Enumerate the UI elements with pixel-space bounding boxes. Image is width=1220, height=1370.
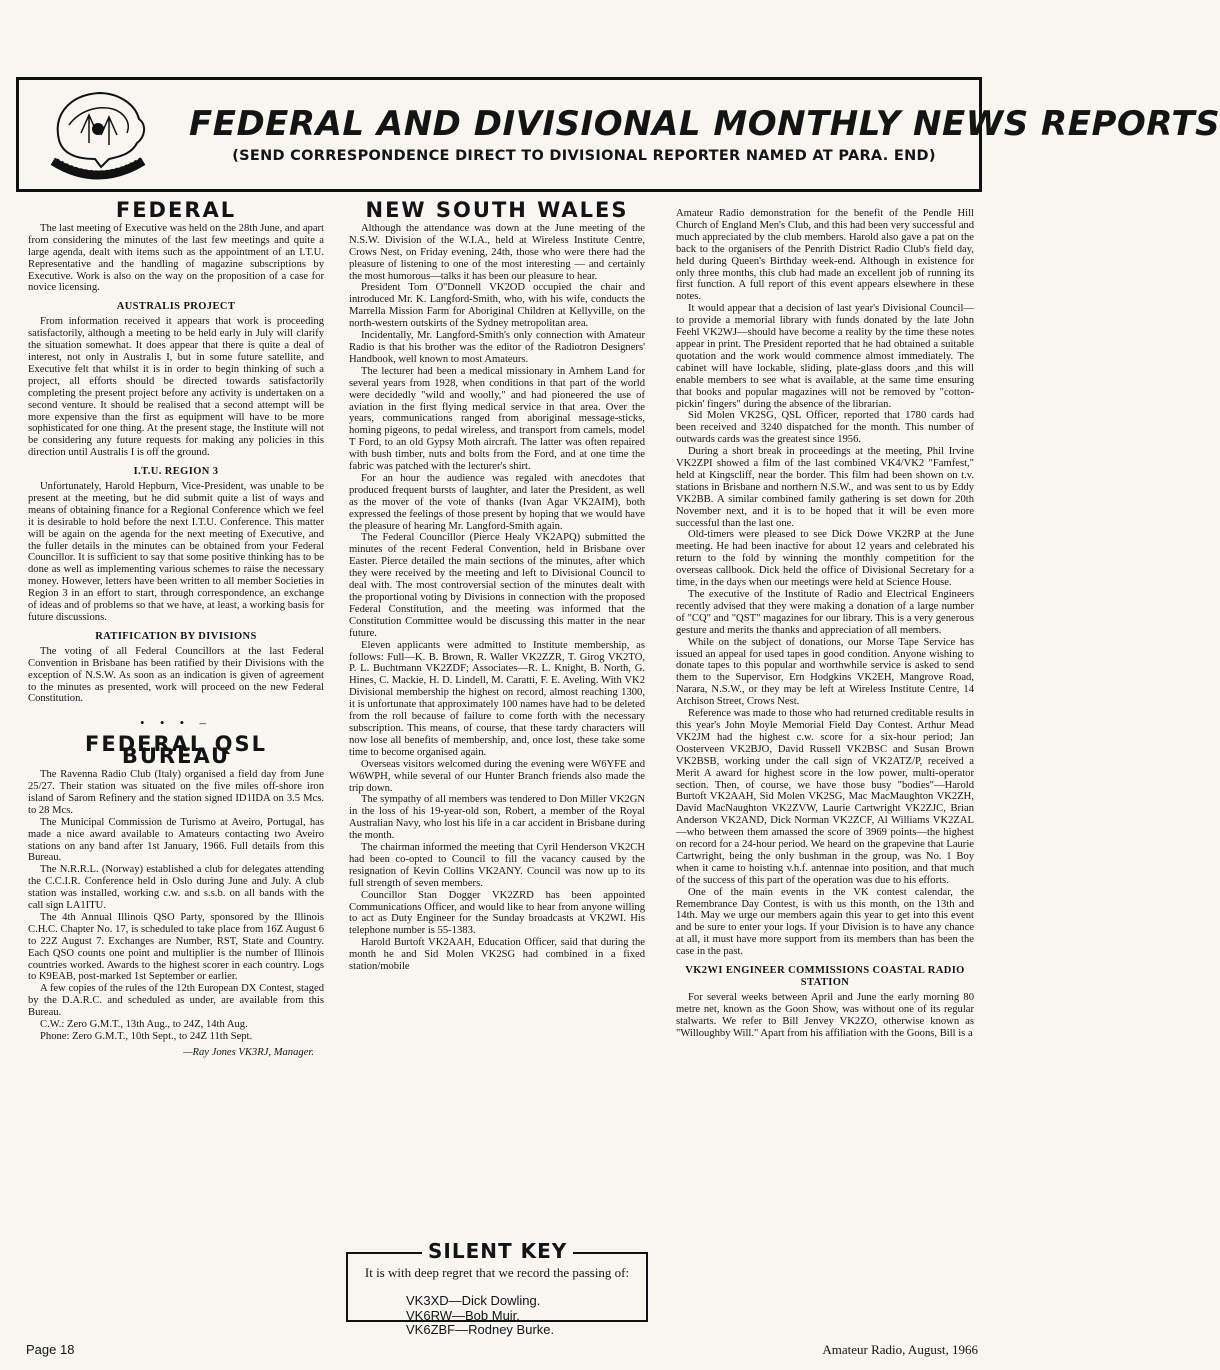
paragraph: A few copies of the rules of the 12th European DX Contest, staged by the D.A.R.C. and scheduled as under, are available from this Bureau. — [28, 983, 324, 1019]
paragraph: Incidentally, Mr. Langford-Smith's only connection with Amateur Radio is that his brother was the editor of the Radiotron Designers' Handbook, well known to most Amateurs. — [349, 330, 645, 365]
paragraph: Old-timers were pleased to see Dick Dowe VK2RP at the June meeting. He had been inactive for about 12 years and celebrated his return to the fold by winning the monthly competition for the overseas callbook. Dick held the office of Divisional Secretary for a time, in the days when our meetings were held at Science House. — [676, 529, 974, 589]
subheading-ratification: RATIFICATION BY DIVISIONS — [95, 630, 257, 642]
paragraph: President Tom O''Donnell VK2OD occupied the chair and introduced Mr. K. Langford-Smith, who, with his wife, conducts the Marrella Mission Farm for Aboriginal Children at Kellyville, on the north-western outskirts of the Sydney metropolitan area. — [349, 282, 645, 330]
paragraph: Eleven applicants were admitted to Institute membership, as follows: Full—K. B. Brown, R. Waller VK2ZZR, T. Girog VK2TO, P. L. Buchtmann VK2ZDF; Associates—R. L. Knight, B. North, G. Hines, C. Mackie, H. D. Lindell, M. Caratti, F. E. Aveling. With VK2 Divisional membership the highest on record, almost reaching 1300, it is unfortunate that approximately 100 names have had to be deleted from the roll because of failure to come forth with the necessary subscription. This means, of course, that these tardy characters will now lose all benefits of membership, and, once lost, these take some time to become organised again. — [349, 639, 645, 758]
paragraph: Although the attendance was down at the June meeting of the N.S.W. Division of the W.I.A., held at Wireless Institute Centre, Crows Nest, on Friday evening, 24th, those who were there had the pleasure of listening to one of the most interesting — and certainly the most humorous—talks it has been our pleasure to hear. — [349, 222, 645, 282]
silent-key-box — [346, 1239, 648, 1337]
paragraph: One of the main events in the VK contest calendar, the Remembrance Day Contest, is with us this month, on the 13th and 14th. May we urge our members again this year to get into this event and be sure to enter your logs. If your Division is to have any chance at all, it must have more support from its members than has been the case in the past. — [676, 886, 974, 958]
paragraph: C.W.: Zero G.M.T., 13th Aug., to 24Z, 14th Aug. — [40, 1019, 248, 1031]
section-title-federal: FEDERAL — [115, 198, 237, 222]
paragraph: The voting of all Federal Councillors at the last Federal Convention in Brisbane has been ratified by their Divisions with the exception of N.S.W. As soon as an indication is given of agreement to the minutes as presented, work will proceed on the new Federal Constitution. — [28, 645, 324, 705]
paragraph: The executive of the Institute of Radio and Electrical Engineers recently advised that they were making a donation of a large number of "CQ" and "QST" magazines for our library. This is a very generous gesture and merits the thanks and appreciation of all members. — [676, 589, 974, 636]
silent-key-title: SILENT KEY — [422, 1239, 573, 1263]
paragraph: It would appear that a decision of last year's Divisional Council—to provide a memorial library with funds donated by the late John Feehl VK2WJ—should have become a reality by the time these notes appear in print. The President reported that he had obtained a suitable quotation and the work would commence almost immediately. The cabinet will have lockable, sliding, plate-glass doors ,and this will enable members to see what is available, at the same time ensuring that books and popular magazines will not be removed by "cotton-pickin' fingers" during the absence of the librarian. — [676, 303, 974, 410]
header-box — [16, 77, 1220, 192]
column-right — [676, 208, 974, 1338]
paragraph: The lecturer had been a medical missionary in Arnhem Land for several years from 1928, when conditions in that part of the world were decidedly "wild and woolly," and had pioneered the use of aviation in the first flying medical service in that area. Over the years, communications ranged from aboriginal message-sticks, homing pigeons, to pedal wireless, and transport from camels, model T Ford, to an old Gypsy Moth aircraft. The latter was often repaired with bush timber, nuts and bolts from the Ford, and at one time the fabric was patched with the lecturer's shirt. — [349, 365, 645, 473]
paragraph: While on the subject of donations, our Morse Tape Service has issued an appeal for used tapes in good condition. Anyone wishing to donate tapes to this popular and worthwhile service is asked to send them to the Supervisor, Ern Hodgkins VK2EH, Mangrove Road, Narara, N.S.W., or they may be left at Wireless Institute Centre, 14 Atchison Street, Crows Nest. — [676, 636, 974, 708]
paragraph: The last meeting of Executive was held on the 28th June, and apart from considering the minutes of the last few meetings and quite a large agenda, dealt with items such as the appointment of an I.T.U. Representative and the handling of magazine subscriptions by Executive. Work is also on the way on the proposition of a case for novice licensing. — [28, 222, 324, 294]
page-subtitle: (SEND CORRESPONDENCE DIRECT TO DIVISIONAL REPORTER NAMED AT PARA. END) — [232, 148, 936, 164]
paragraph: Harold Burtoft VK2AAH, Education Officer, said that during the month he and Sid Molen VK2SG had combined in a fixed station/mobile — [349, 937, 645, 973]
page-title: FEDERAL AND DIVISIONAL MONTHLY NEWS REPORTS — [189, 104, 1220, 144]
silent-key-text: It is with deep regret that we record the passing of: — [364, 1265, 630, 1280]
publication-info: Amateur Radio, August, 1966 — [822, 1342, 978, 1357]
paragraph: Unfortunately, Harold Hepburn, Vice-President, was unable to be present at the meeting, but he did submit quite a list of ways and means of obtaining finance for a Regional Conference which we feel it is desirable to hold before the next I.T.U. Conference. This matter will be again on the agenda for the next meeting of Executive, and the fuller details in the minutes can be obtained from your Federal Councillor. It is sufficient to say that some positive thinking has to be done as well as implementing various schemes to raise the necessary money. However, letters have been written to all member Societies in Region 3 in an effort to start, through correspondence, an exchange of ideas and of problems so that we have, at least, a working basis for future discussions. — [28, 481, 324, 623]
paragraph: Reference was made to those who had returned creditable results in this year's John Moyle Memorial Field Day Contest. Arthur Mead VK2JM had the highest c.w. score for a six-hour period; Jan Oosterveen VK2BJO, David Russell VK2BSC and Susan Brown VK2BSB, working under the call sign of VK2ATZ/P, received a Merit A award for highest score in the low power, multi-operator section. Then, of course, we have those busy "bodies"—Harold Burtoft VK2AAH, Sid Molen VK2SG, Mac MacMaughton VK2ZH, David MacNaughton VK2ZVW, Laurie Cartwright VK2ZJC, Brian Anderson VK2AND, Dick Norman VK2ZCF, Al Williams VK2ZAL—who between them amassed the score of 3969 points—the highest on record for a 24-hour period. We heard on the grapevine that Laurie Cartwright, being the only bushman in the group, was No. 1 Boy when it came to hoisting v.h.f. antennae into position, and that much of the success of this part of the operation was due to his efforts. — [676, 708, 974, 886]
paragraph: The Ravenna Radio Club (Italy) organised a field day from June 25/27. Their station was situated on the five miles off-shore iron island of Sarom Refinery and the station signed ID1IDA on 3.5 Mcs. to 28 Mcs. — [28, 769, 324, 816]
section-title-nsw: NEW SOUTH WALES — [365, 198, 629, 222]
paragraph: The sympathy of all members was tendered to Don Miller VK2GN in the loss of his 19-year-old son, Robert, a member of the Royal Australian Navy, who lost his life in a car accident in Brisbane during the month. — [349, 794, 646, 842]
paragraph: The N.R.R.L. (Norway) established a club for delegates attending the C.C.I.R. Conference held in Oslo during June and July. A club station was installed, working c.w. and s.s.b. on all bands with the call sign LA1ITU. — [28, 864, 324, 912]
list-item: VK6ZBF—Rodney Burke. — [406, 1322, 555, 1337]
paragraph: Sid Molen VK2SG, QSL Officer, reported that 1780 cards had been received and 3240 dispatched for the month. This number of outwards cards was the greatest since 1956. — [676, 410, 974, 446]
paragraph: Councillor Stan Dogger VK2ZRD has been appointed Communications Officer, and would like to hear from anyone willing to act as Duty Engineer for the Sunday broadcasts at VK2WI. His telephone number is 55-1383. — [349, 889, 645, 937]
subheading-itu: I.T.U. REGION 3 — [133, 466, 219, 478]
paragraph: The Federal Councillor (Pierce Healy VK2APQ) submitted the minutes of the recent Federal Convention, held in Brisbane over Easter. Pierce detailed the main sections of the minutes, after which they were received by the meeting and left to Divisional Council to deal with. The most controversial section of the minutes dealt with the proportional voting by Divisions in connection with the proposed Federal Constitution, and the meeting was informed that the Constitution Committee would be discussing this matter in the near future. — [349, 532, 645, 639]
list-item: VK3XD—Dick Dowling. — [406, 1293, 541, 1308]
silent-key-list — [406, 1294, 554, 1338]
paragraph: The chairman informed the meeting that Cyril Henderson VK2CH had been co-opted to Council to fill the vacancy caused by the resignation of Kevin Collins VK2ANY. Council was now up to its full strength of seven members. — [349, 842, 645, 889]
paragraph: For an hour the audience was regaled with anecdotes that produced frequent bursts of laughter, and later the President, as well as the mover of the vote of thanks (Ivan Agar VK2AIM), both expressed the feelings of those present by hoping that we would have the pleasure of hearing Mr. Langford-Smith again. — [349, 472, 645, 532]
wia-emblem-icon — [39, 85, 157, 187]
signature: —Ray Jones VK3RJ, Manager. — [183, 1046, 314, 1058]
column-left — [28, 198, 324, 1335]
paragraph: The 4th Annual Illinois QSO Party, sponsored by the Illinois C.H.C. Chapter No. 17, is scheduled to take place from 16Z August 6 to 22Z August 7. Exchanges are Number, RST, State and Country. Each QSO counts one point and multiplier is the number of Illinois countries worked. Awards to the highest scorer in each country. Logs to K9EAB, post-marked 1st September or earlier. — [28, 911, 324, 983]
paragraph: From information received it appears that work is proceeding satisfactorily, although a meeting to be held early in July will clarify the situation somewhat. It does appear that there is quite a deal of interest, not only in Australis I, but in some future satellite, and Executive felt that whilst it is in order to begin thinking of such a project, all efforts should be directed towards satisfactorily completing the present project before any activity is undertaken on a second venture. It should be realised that a second attempt will be more expensive than the first as equipment will have to be more sophisticated for one thing. At the present stage, the Institute will not be considering any future requests for making any policies in this direction until Australis I is off the ground. — [28, 316, 324, 459]
paragraph: Phone: Zero G.M.T., 10th Sept., to 24Z 11th Sept. — [40, 1031, 253, 1042]
paragraph: During a short break in proceedings at the meeting, Phil Irvine VK2ZPI showed a film of the last combined VK4/VK2 "Famfest," held at Kingscliff, near the border. This film had been shown on t.v. stations in Brisbane and northern N.S.W., and was sent to us by Eddy VK2BB. A similar combined family gathering is set down for 20th November next, and it is to be hoped that it will be even more successful than the last one. — [676, 446, 974, 529]
column-middle — [349, 198, 646, 1335]
paragraph: The Municipal Commission de Turismo at Aveiro, Portugal, has made a nice award available to Amateurs contacting two Aveiro stations on any band after 1st January, 1966. Full details from this Bureau. — [28, 816, 324, 864]
page-number: Page 18 — [26, 1342, 75, 1357]
paragraph: Amateur Radio demonstration for the benefit of the Pendle Hill Church of England Men's Club, and this had been very successful and much appreciated by the club members. Harold also gave a pat on the back to the organisers of the Penrith District Radio Club's field day, held during Queen's Birthday week-end. Although in existence for only three months, this club had made an excellent job of running its first function. A full report of this event appears elsewhere in these notes. — [676, 208, 974, 303]
paragraph: Overseas visitors welcomed during the evening were W6YFE and W6WPH, while several of our Hunter Branch friends also made the trip down. — [349, 758, 645, 794]
subheading-australis: AUSTRALIS PROJECT — [116, 301, 236, 313]
paragraph: For several weeks between April and June the early morning 80 metre net, known as the Goon Show, was without one of its regular stalwarts. We refer to Bill Jenvey VK2ZO, otherwise known as "Willoughby Will." Apart from his affiliation with the Goons, Bill is a — [676, 991, 974, 1039]
subheading-vk2wi: VK2WI ENGINEER COMMISSIONS COASTAL RADIO STATION — [685, 965, 965, 988]
section-title-qsl: FEDERAL QSL BUREAU — [85, 732, 267, 769]
list-item: VK6RW—Bob Muir. — [406, 1307, 520, 1323]
section-divider: • • • – — [140, 715, 212, 731]
